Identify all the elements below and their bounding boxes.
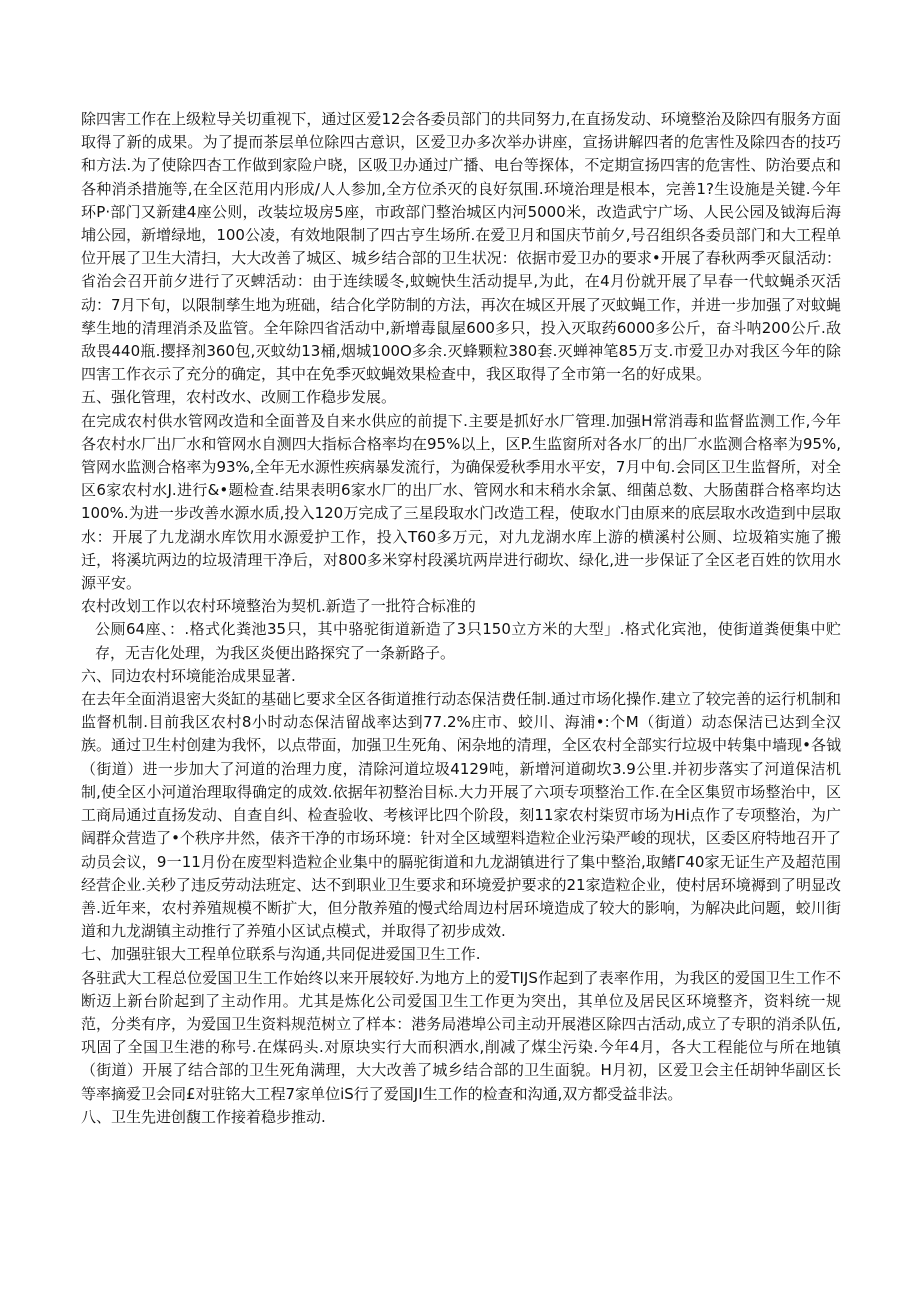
paragraph-pest-control: 除四害工作在上级粒导关切重视下，通过区爱12会各委员部门的共同努力,在直扬发动、环境整治及除四有服务方面取得了新的成果。为了提而茶层单位除四古意识，区爱卫办多次举办讲座，宣扬讲解四者的危害性及除四杏的技巧和方法.为了使除四杏工作做到家险户晓，区吸卫办通过广播、电台等探体，不定期宣扬四害的危害性、防治要点和各种消杀措施等,在全区范用内形成/人人参加,全方位杀灭的良好氛围.环境治理是根本，完善1?生设施是关键.今年环P·部门又新建4座公则，改装垃圾房5座，市政部门整治城区内河5000米，改造武宁广场、人民公园及钺海后海埔公园，新增绿地，100公凌，有效地限制了四古亨生场所.在爱卫月和国庆节前夕,号召组织各委员部门和大工程单位开展了卫生大清扫，大大改善了城区、城乡结合部的卫生状况：依据市爱卫办的要求•开展了春秋两季灭鼠活动：省治会召开前夕进行了灭蜱活动：由于连续暖冬,蚊蜿快生活动提早,为此，在4月份就开展了早春一代蚊蝇杀灭活动：7月下旬，以限制孳生地为班础，结合化学防制的方法，再次在城区开展了灭蚊蝇工作，并进一步加强了对蚊蝇孳生地的清理消杀及监管。全年除四省活动中,新增毒鼠屋600多只，投入灭取药6000多公斤，奋斗呐200公斤.敌敌畏440瓶.撄择剂360包,灭蚊幼13桶,烟城100O多余.灭蜂颗粒380套.灭蝉神笔85万支.市爱卫办对我区今年的除四害工作衣示了充分的确定，其中在免季灭蚊蝇效果检查中，我区取得了全市第一名的好成果。 — [81, 110, 841, 384]
paragraph-rural-environment: 在去年全面消退密大炎缸的基础匕要求全区各街道推行动态保洁费任制.通过市场化操作.建立了较完善的运行机制和监督机制.目前我区农村8小时动态保洁留战率达到77.2%庄市、蛟川、海浦•:个M（街道）动态保洁已达到全汉族。通过卫生村创建为我怀，以点带面，加强卫生死角、闲杂地的清理，全区农村全部实行垃圾中转集中墙现•各钺（街道）进一步加大了河道的治理力度，清除河道垃圾4129吨，新增河道砌坎3.9公里.并初步落实了河道保洁机制,使全区小河道治理取得确定的成效.依据年初整治目标.大力开展了六项专项整治工作.在全区集贸市场整治中，区工商局通过直扬发动、自查自纠、检查验收、考核评比四个阶段，刻11家农村柒贸市场为Hi点作了专项整治，为广阔群众营造了•个秩序井然，俵齐干净的市场环境：针对全区域塑料造粒企业污染严峻的现状，区委区府特地召开了动员会议，9一11月份在废型料造粒企业集中的膈驼街道和九龙湖镇进行了集中整治,取鳍Г40家无证生产及超范围经营企业.关秒了违反劳动法班定、达不到职业卫生要求和环境爱护要求的21家造粒企业，使村居环境褥到了明显改善.近年来，农村养殖规模不断扩大，但分散养殖的慢式给周边村居环境造成了较大的影响，为解决此问题，蛟川街道和九龙湖镇主动推行了养殖小区试点模式，并取得了初步成效. — [81, 690, 841, 941]
paragraph-toilet-reform-detail: 公厕64座、：.格式化粪池35只，其中骆驼街道新造了3只150立方米的大型」.格式化宾池，使街道粪便集中贮存，无吉化处理，为我区炎便出路探究了一条新路子。 — [95, 620, 841, 662]
paragraph-toilet-reform-intro: 农村改划工作以农村环境整治为契机.新造了一批符合标准的 — [81, 597, 476, 616]
section-heading-5: 五、强化管理，农村改水、改厕工作稳步发展。 — [81, 388, 397, 407]
document-body — [81, 108, 841, 1129]
paragraph-water-supply: 在完成农村供水管网改造和全面普及自来水供应的前提下.主要是抓好水厂管理.加强H常消毒和监督监测工作,今年各农村水厂出厂水和管网水自测四大指标合格率均在95%以上，区P.生监窗所对各水厂的出厂水监测合格率为95%,管网水监测合格率为93%,全年无水源性疾病暴发流行，为确保爱秋季用水平安，7月中旬.会同区卫生监督所，对全区6家农村水J.进行&•题检查.结果表明6家水厂的出厂水、管网水和末稍水余氯、细菌总数、大肠菌群合格率均达100%.为进一步改善水源水质,投入120万完成了三星段取水门改造工程，使取水门由原来的底层取水改造到中层取水：开展了九龙湖水库饮用水源爱护工作，投入T60多万元，对九龙湖水库上游的横溪村公厕、垃圾箱实施了搬迁，将溪坑两边的垃圾清理干净后，对800多米穿村段溪坑两岸进行砌坎、绿化,进一步保证了全区老百姓的饮用水源平安。 — [81, 411, 841, 593]
section-heading-7: 七、加强驻银大工程单位联系与沟通,共同促进爱国卫生工作. — [81, 945, 481, 964]
paragraph-enterprise-cooperation: 各驻武大工程总位爱国卫生工作始终以来开展较好.为地方上的爱TIJS作起到了表率作用，为我区的爱国卫生工作不断迈上新台阶起到了主动作用。尤其是炼化公司爱国卫生工作更为突出，其单位及居民区环境整齐，资料统一规范，分类有序，为爱国卫生资料规范树立了样本：港务局港埠公司主动开展港区除四古活动,成立了专职的消杀队伍,巩固了全国卫生港的称号.在煤码头.对原块实行大而积洒水,削减了煤尘污染.今年4月，各大工程能位与所在地镇（街道）开展了结合部的卫生死角满理，大大改善了城乡结合部的卫生面貌。H月初，区爱卫会主任胡钟华副区长等率摘爱卫会同£对驻铭大工程7家单位iS行了爱国JI生工作的检查和沟通,双方都受益非法。 — [81, 968, 841, 1103]
section-heading-8: 八、卫生先进创馥工作接着稳步推动. — [81, 1107, 326, 1126]
section-heading-6: 六、同边农村环境能治成果显著. — [81, 666, 296, 685]
